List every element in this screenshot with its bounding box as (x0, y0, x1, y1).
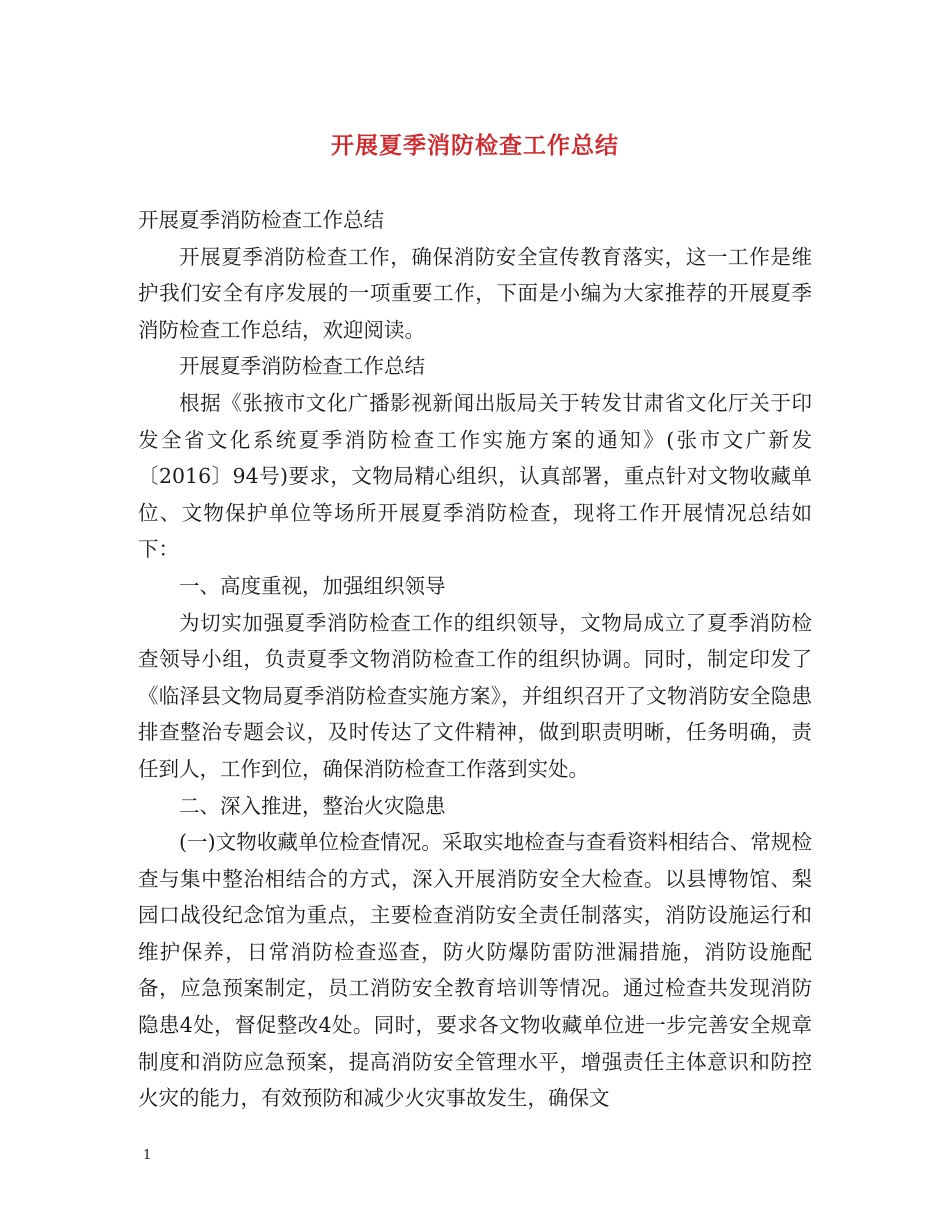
document-body (138, 202, 812, 1117)
page-number: 1 (143, 1148, 152, 1163)
paragraph: 开展夏季消防检查工作总结 (138, 208, 384, 232)
section-heading: 一、高度重视，加强组织领导 (179, 573, 446, 598)
paragraph: 开展夏季消防检查工作，确保消防安全宣传教育落实，这一工作是维护我们安全有序发展的一项重要工作，下面是小编为大家推荐的开展夏季消防检查工作总结，欢迎阅读。 (138, 244, 812, 342)
paragraph: 开展夏季消防检查工作总结 (179, 354, 425, 379)
section-heading: 二、深入推进，整治火灾隐患 (179, 793, 446, 818)
paragraph: 为切实加强夏季消防检查工作的组织领导，文物局成立了夏季消防检查领导小组，负责夏季文物消防检查工作的组织协调。同时，制定印发了《临泽县文物局夏季消防检查实施方案》，并组织召开了文物消防安全隐患排查整治专题会议，及时传达了文件精神，做到职责明晰，任务明确，责任到人，工作到位，确保消防检查工作落到实处。 (138, 610, 812, 781)
paragraph: 根据《张掖市文化广播影视新闻出版局关于转发甘肃省文化厅关于印发全省文化系统夏季消防检查工作实施方案的通知》(张市文广新发〔2016〕94号)要求，文物局精心组织，认真部署，重点针对文物收藏单位、文物保护单位等场所开展夏季消防检查，现将工作开展情况总结如下： (138, 390, 812, 562)
document-title: 开展夏季消防检查工作总结 (331, 132, 619, 159)
paragraph: (一)文物收藏单位检查情况。采取实地检查与查看资料相结合、常规检查与集中整治相结合的方式，深入开展消防安全大检查。以县博物馆、梨园口战役纪念馆为重点，主要检查消防安全责任制落实，消防设施运行和维护保养，日常消防检查巡查，防火防爆防雷防泄漏措施，消防设施配备，应急预案制定，员工消防安全教育培训等情况。通过检查共发现消防隐患4处，督促整改4处。同时，要求各文物收藏单位进一步完善安全规章制度和消防应急预案，提高消防安全管理水平，增强责任主体意识和防控火灾的能力，有效预防和减少火灾事故发生，确保文 (138, 830, 812, 1111)
